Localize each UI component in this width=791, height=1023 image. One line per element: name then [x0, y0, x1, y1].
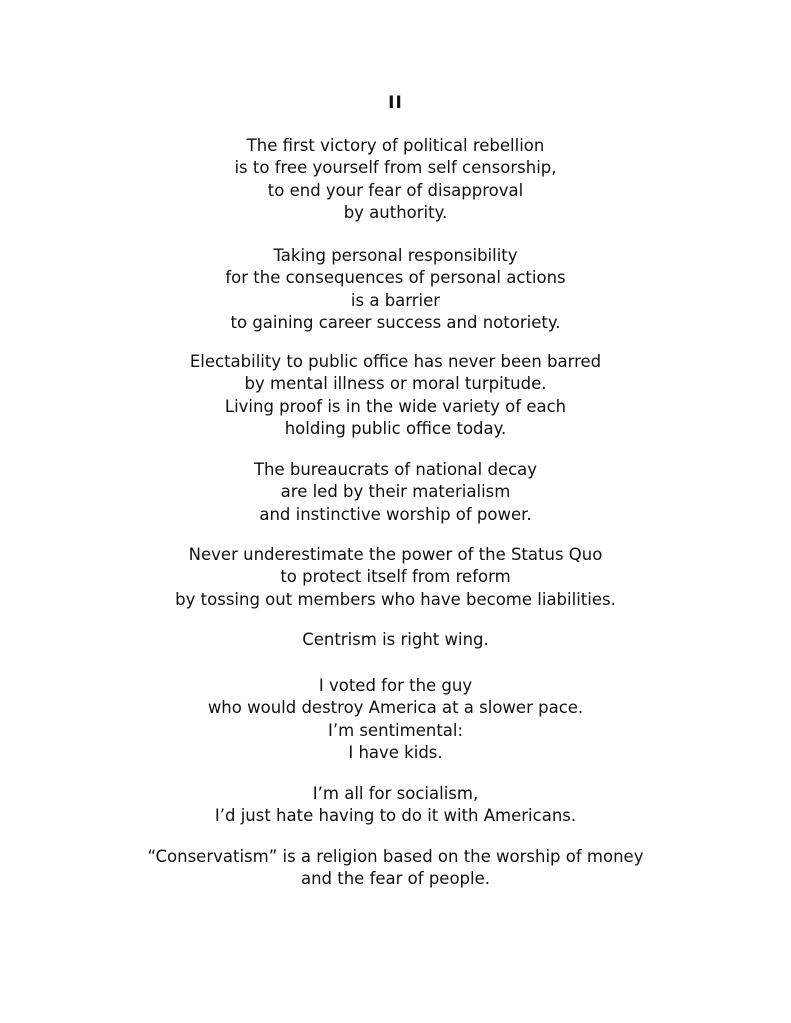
- stanza-line: Taking personal responsibility: [273, 246, 518, 265]
- stanza-line: are led by their materialism: [280, 482, 511, 502]
- stanza: [0, 459, 791, 526]
- stanza-line: Never underestimate the power of the Status Quo: [188, 545, 603, 564]
- section-heading: II: [388, 93, 403, 113]
- stanza-line: is to free yourself from self censorship,: [234, 158, 557, 178]
- stanza-line: to gaining career success and notoriety.: [230, 313, 561, 333]
- stanza-line: Electability to public office has never been barred: [189, 352, 602, 371]
- stanza-line: by authority.: [343, 203, 448, 223]
- stanza-line: who would destroy America at a slower pace.: [207, 698, 584, 718]
- stanza-line: I have kids.: [348, 743, 443, 763]
- stanza-line: to end your fear of disapproval: [267, 180, 524, 200]
- stanza-line: “Conservatism” is a religion based on the worship of money: [147, 847, 644, 866]
- stanza-line: for the consequences of personal actions: [225, 268, 566, 288]
- stanza-line: Centrism is right wing.: [302, 630, 489, 649]
- stanza-line: The first victory of political rebellion: [246, 136, 545, 155]
- stanza-line: I’d just hate having to do it with Americans.: [214, 806, 577, 826]
- stanza: [0, 544, 791, 611]
- stanza-line: by mental illness or moral turpitude.: [244, 374, 547, 394]
- stanza-line: holding public office today.: [284, 419, 507, 439]
- stanza-line: I’m sentimental:: [327, 720, 464, 740]
- stanza: [0, 846, 791, 891]
- stanza-line: to protect itself from reform: [280, 567, 511, 587]
- stanza: [0, 135, 791, 225]
- stanza-line: The bureaucrats of national decay: [253, 460, 538, 479]
- stanza-line: I voted for the guy: [318, 676, 473, 695]
- stanza: [0, 629, 791, 651]
- stanza-line: is a barrier: [350, 290, 441, 310]
- stanza-line: and instinctive worship of power.: [259, 504, 532, 524]
- stanza-line: and the fear of people.: [300, 869, 491, 889]
- stanza: [0, 675, 791, 765]
- stanza-line: Living proof is in the wide variety of each: [224, 396, 567, 416]
- stanza: [0, 351, 791, 441]
- stanza-line: I’m all for socialism,: [312, 784, 479, 803]
- stanza: [0, 245, 791, 335]
- stanza: [0, 783, 791, 828]
- stanza-line: by tossing out members who have become liabilities.: [175, 589, 616, 609]
